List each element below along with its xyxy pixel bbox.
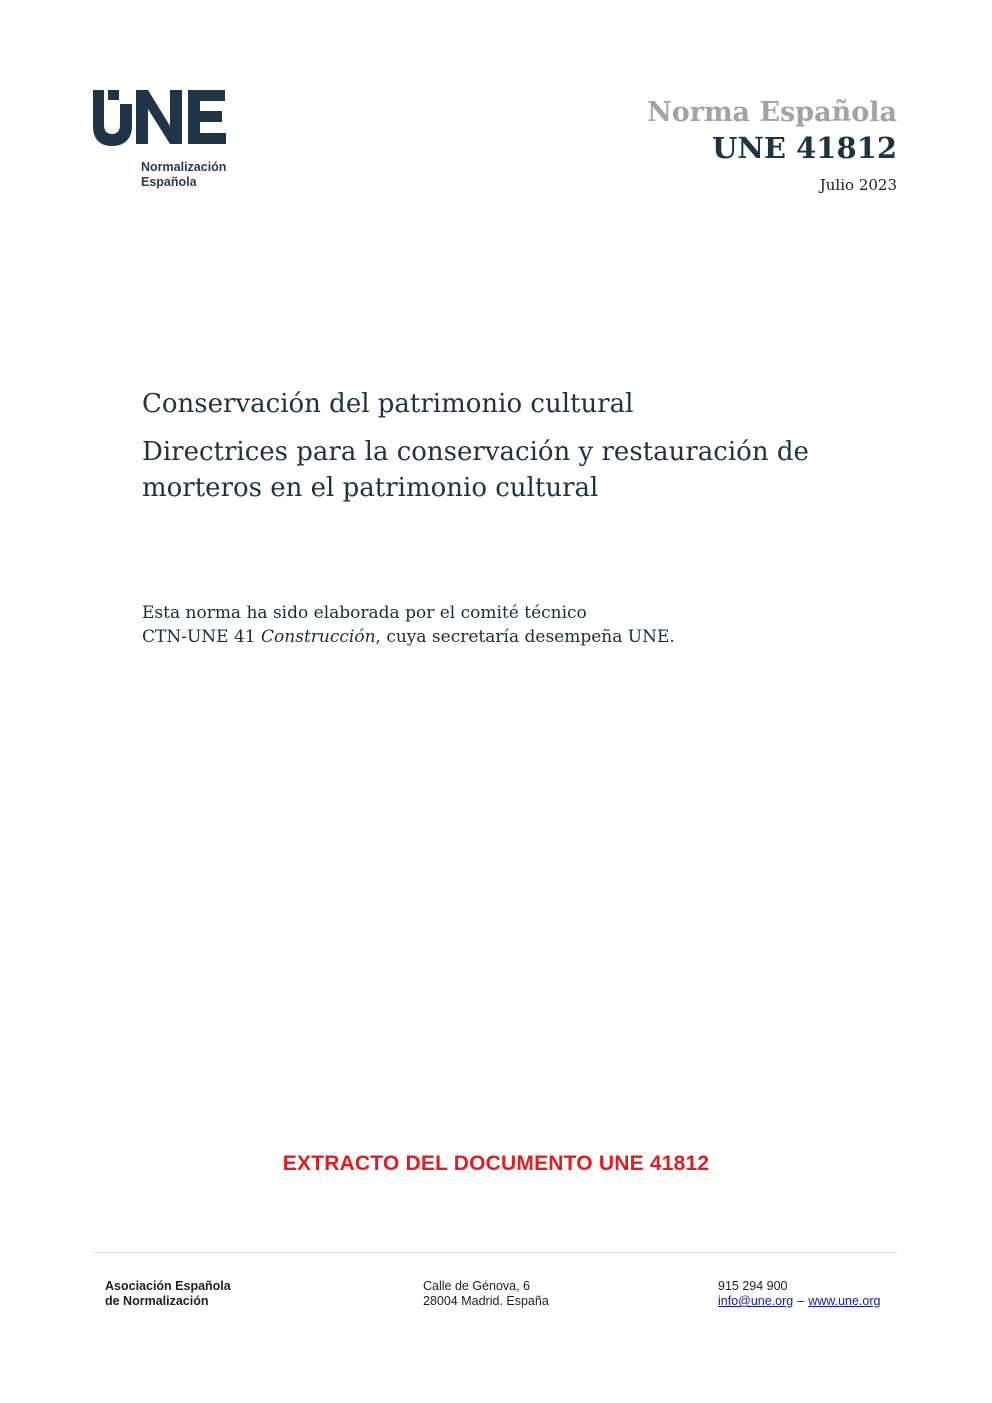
email-link[interactable]: info@une.org — [718, 1294, 794, 1308]
footer-links — [718, 1294, 880, 1309]
logo-subtitle — [141, 160, 226, 190]
footer-phone: 915 294 900 — [718, 1279, 788, 1293]
publication-date: Julio 2023 — [819, 176, 897, 194]
footer-contact — [718, 1279, 880, 1309]
committee-code: CTN-UNE 41 — [142, 627, 262, 647]
document-titles — [142, 386, 862, 506]
footer-address-line-2: 28004 Madrid. España — [423, 1294, 549, 1308]
standard-kind: Norma Española — [647, 97, 897, 128]
footer-link-separator: – — [797, 1294, 805, 1308]
une-logo — [92, 88, 242, 189]
extract-notice: EXTRACTO DEL DOCUMENTO UNE 41812 — [282, 1152, 710, 1175]
logo-subtitle-line-2: Española — [141, 175, 197, 189]
footer-address-line-1: Calle de Génova, 6 — [423, 1279, 531, 1293]
committee-statement — [142, 601, 862, 649]
footer-divider — [93, 1252, 898, 1253]
footer-address — [423, 1279, 549, 1309]
logo-subtitle-line-1: Normalización — [141, 160, 227, 174]
committee-line-2 — [142, 625, 862, 649]
footer-org-line-2: de Normalización — [105, 1294, 209, 1308]
website-link[interactable]: www.une.org — [808, 1294, 881, 1308]
une-logo-mark — [92, 88, 228, 146]
committee-name: Construcción — [261, 627, 376, 647]
standard-code: UNE 41812 — [712, 131, 897, 165]
title-main: Directrices para la conservación y restauración de morteros en el patrimonio cultural — [142, 437, 809, 503]
committee-line-1: Esta norma ha sido elaborada por el comité técnico — [142, 603, 587, 623]
standard-header — [647, 96, 897, 195]
footer-organization — [105, 1279, 231, 1309]
footer-org-line-1: Asociación Española — [105, 1279, 231, 1293]
title-field: Conservación del patrimonio cultural — [142, 389, 634, 419]
committee-secretariat: , cuya secretaría desempeña UNE. — [375, 627, 675, 647]
